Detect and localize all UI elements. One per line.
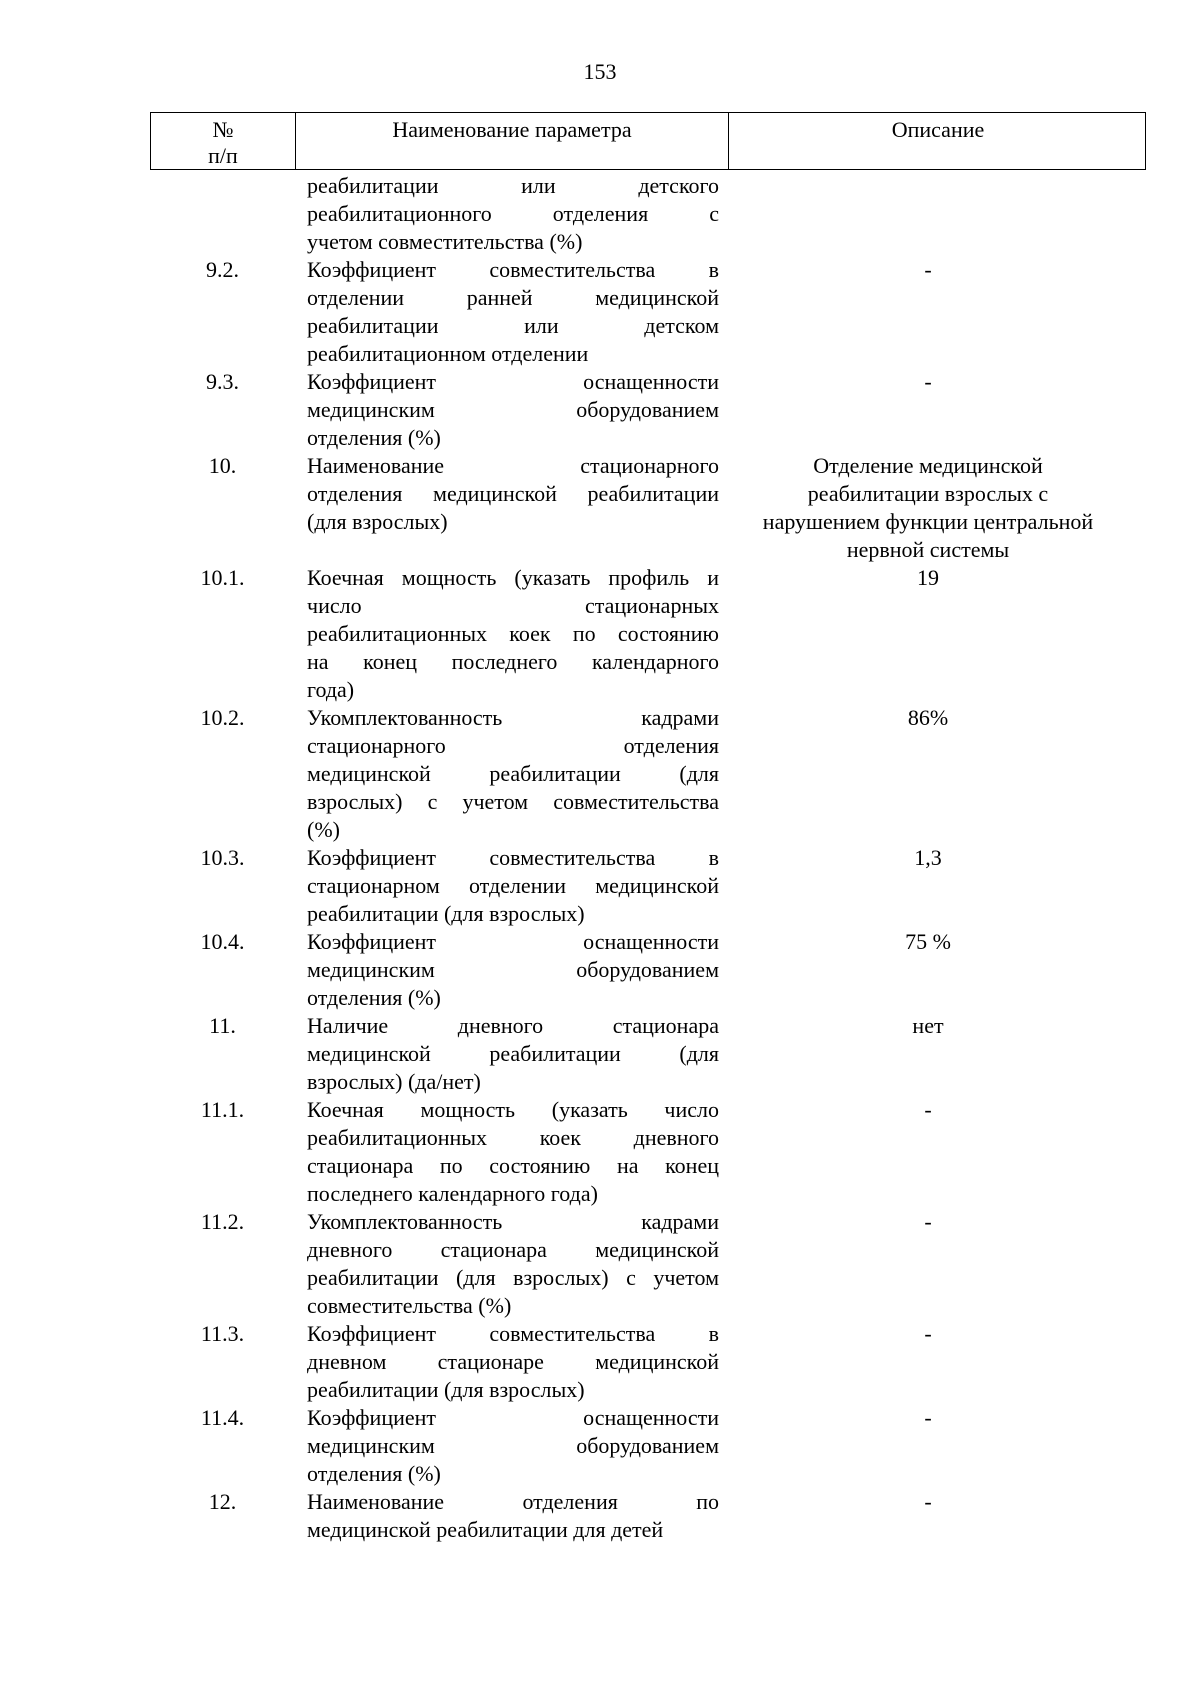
table-row bbox=[150, 368, 1146, 452]
row-number: 11.3. bbox=[200, 1321, 245, 1346]
parameter-line: Коечная мощность (указать профиль и bbox=[307, 565, 719, 590]
row-parameter bbox=[307, 844, 719, 928]
header-description-column: Описание bbox=[891, 117, 985, 142]
row-parameter bbox=[307, 1404, 719, 1488]
parameter-line: реабилитационного отделения с bbox=[307, 201, 719, 226]
parameter-line: последнего календарного года) bbox=[307, 1181, 598, 1206]
row-description bbox=[728, 1488, 1128, 1544]
row-description bbox=[728, 1320, 1128, 1404]
parameter-line: реабилитации или детском bbox=[307, 313, 719, 338]
row-description bbox=[728, 1012, 1128, 1096]
description-line: 75 % bbox=[905, 929, 951, 954]
parameter-line: Наличие дневного стационара bbox=[307, 1013, 719, 1038]
row-description bbox=[728, 844, 1128, 928]
parameter-line: Коэффициент оснащенности bbox=[307, 1405, 719, 1430]
table-row bbox=[150, 928, 1146, 1012]
header-number-abbr: п/п bbox=[208, 143, 238, 168]
parameter-line: отделения (%) bbox=[307, 985, 441, 1010]
parameter-line: медицинской реабилитации (для bbox=[307, 1041, 719, 1066]
description-line: - bbox=[924, 1097, 932, 1122]
parameter-line: стационарном отделении медицинской bbox=[307, 873, 719, 898]
row-description bbox=[728, 452, 1128, 564]
table-row bbox=[150, 172, 1146, 256]
table-row bbox=[150, 1488, 1146, 1544]
parameter-line: взрослых) с учетом совместительства bbox=[307, 789, 719, 814]
row-description bbox=[728, 564, 1128, 704]
description-line: 86% bbox=[907, 705, 949, 730]
row-number bbox=[150, 172, 295, 256]
parameter-line: стационара по состоянию на конец bbox=[307, 1153, 719, 1178]
header-number-column bbox=[151, 113, 296, 169]
parameter-line: взрослых) (да/нет) bbox=[307, 1069, 481, 1094]
parameter-line: отделения (%) bbox=[307, 1461, 441, 1486]
row-number: 11.1. bbox=[200, 1097, 245, 1122]
row-number: 10.3. bbox=[200, 845, 245, 870]
description-line: нервной системы bbox=[846, 537, 1010, 562]
table-row bbox=[150, 1096, 1146, 1208]
parameter-line: медицинским оборудованием bbox=[307, 397, 719, 422]
description-line: Отделение медицинской bbox=[813, 453, 1043, 478]
row-parameter bbox=[307, 1320, 719, 1404]
parameter-line: Коечная мощность (указать число bbox=[307, 1097, 719, 1122]
parameter-line: отделения (%) bbox=[307, 425, 441, 450]
table-row bbox=[150, 1012, 1146, 1096]
row-parameter bbox=[307, 368, 719, 452]
parameter-line: реабилитационных коек дневного bbox=[307, 1125, 719, 1150]
parameter-line: реабилитационных коек по состоянию bbox=[307, 621, 719, 646]
row-description bbox=[728, 256, 1128, 368]
parameter-line: совместительства (%) bbox=[307, 1293, 512, 1318]
page-number: 153 bbox=[583, 59, 617, 84]
row-parameter bbox=[307, 172, 719, 256]
row-parameter bbox=[307, 1488, 719, 1544]
description-line: нет bbox=[912, 1013, 944, 1038]
parameter-line: отделении ранней медицинской bbox=[307, 285, 719, 310]
row-description bbox=[728, 172, 1128, 256]
row-number: 9.3. bbox=[206, 369, 239, 394]
parameter-line: медицинским оборудованием bbox=[307, 1433, 719, 1458]
row-number: 11. bbox=[209, 1013, 236, 1038]
row-parameter bbox=[307, 564, 719, 704]
row-number: 10. bbox=[208, 453, 237, 478]
parameter-line: Укомплектованность кадрами bbox=[307, 705, 719, 730]
table-row bbox=[150, 704, 1146, 844]
table-body bbox=[150, 172, 1146, 1544]
description-line: - bbox=[924, 369, 932, 394]
parameter-line: реабилитации (для взрослых) с учетом bbox=[307, 1265, 719, 1290]
row-parameter bbox=[307, 928, 719, 1012]
parameter-line: Коэффициент совместительства в bbox=[307, 845, 719, 870]
parameter-line: (для взрослых) bbox=[307, 509, 448, 534]
description-line: реабилитации взрослых с bbox=[807, 481, 1049, 506]
parameter-line: Наименование отделения по bbox=[307, 1489, 719, 1514]
parameter-line: медицинским оборудованием bbox=[307, 957, 719, 982]
table-row bbox=[150, 1404, 1146, 1488]
parameter-line: дневного стационара медицинской bbox=[307, 1237, 719, 1262]
parameter-line: учетом совместительства (%) bbox=[307, 229, 583, 254]
row-description bbox=[728, 1404, 1128, 1488]
parameter-line: реабилитации (для взрослых) bbox=[307, 1377, 585, 1402]
parameter-line: реабилитации или детского bbox=[307, 173, 719, 198]
table-row bbox=[150, 1320, 1146, 1404]
parameter-line: число стационарных bbox=[307, 593, 719, 618]
row-description bbox=[728, 1096, 1128, 1208]
row-description bbox=[728, 368, 1128, 452]
row-description bbox=[728, 928, 1128, 1012]
row-number: 9.2. bbox=[206, 257, 239, 282]
header-number-symbol: № bbox=[212, 117, 234, 142]
table-row bbox=[150, 564, 1146, 704]
row-number: 10.4. bbox=[200, 929, 245, 954]
description-line: - bbox=[924, 1321, 932, 1346]
row-parameter bbox=[307, 452, 719, 564]
row-parameter bbox=[307, 1208, 719, 1320]
header-parameter-column: Наименование параметра bbox=[296, 113, 729, 169]
parameter-line: Коэффициент оснащенности bbox=[307, 369, 719, 394]
description-line: - bbox=[924, 1209, 932, 1234]
description-line: нарушением функции центральной bbox=[762, 509, 1094, 534]
row-number: 11.2. bbox=[200, 1209, 245, 1234]
row-parameter bbox=[307, 256, 719, 368]
table-row bbox=[150, 452, 1146, 564]
description-line: 1,3 bbox=[914, 845, 942, 870]
table-header bbox=[150, 112, 1146, 170]
parameter-line: (%) bbox=[307, 817, 340, 842]
row-parameter bbox=[307, 1096, 719, 1208]
parameter-line: медицинской реабилитации (для bbox=[307, 761, 719, 786]
description-line: 19 bbox=[917, 565, 939, 590]
parameter-line: медицинской реабилитации для детей bbox=[307, 1517, 664, 1542]
parameter-line: на конец последнего календарного bbox=[307, 649, 719, 674]
parameter-line: Коэффициент совместительства в bbox=[307, 257, 719, 282]
table-row bbox=[150, 256, 1146, 368]
row-parameter bbox=[307, 704, 719, 844]
row-description bbox=[728, 704, 1128, 844]
row-number: 12. bbox=[208, 1489, 237, 1514]
table-row bbox=[150, 1208, 1146, 1320]
row-number: 10.2. bbox=[200, 705, 245, 730]
parameter-line: года) bbox=[307, 677, 355, 702]
description-line: - bbox=[924, 1489, 932, 1514]
row-number: 11.4. bbox=[200, 1405, 245, 1430]
description-line: - bbox=[924, 257, 932, 282]
parameter-line: реабилитации (для взрослых) bbox=[307, 901, 585, 926]
parameter-line: Укомплектованность кадрами bbox=[307, 1209, 719, 1234]
parameter-line: отделения медицинской реабилитации bbox=[307, 481, 719, 506]
parameter-line: Коэффициент оснащенности bbox=[307, 929, 719, 954]
description-line: - bbox=[924, 1405, 932, 1430]
row-number: 10.1. bbox=[200, 565, 245, 590]
parameter-line: Наименование стационарного bbox=[307, 453, 719, 478]
parameter-line: реабилитационном отделении bbox=[307, 341, 589, 366]
parameter-line: Коэффициент совместительства в bbox=[307, 1321, 719, 1346]
row-description bbox=[728, 1208, 1128, 1320]
table-row bbox=[150, 844, 1146, 928]
row-parameter bbox=[307, 1012, 719, 1096]
parameter-line: дневном стационаре медицинской bbox=[307, 1349, 719, 1374]
parameter-line: стационарного отделения bbox=[307, 733, 719, 758]
